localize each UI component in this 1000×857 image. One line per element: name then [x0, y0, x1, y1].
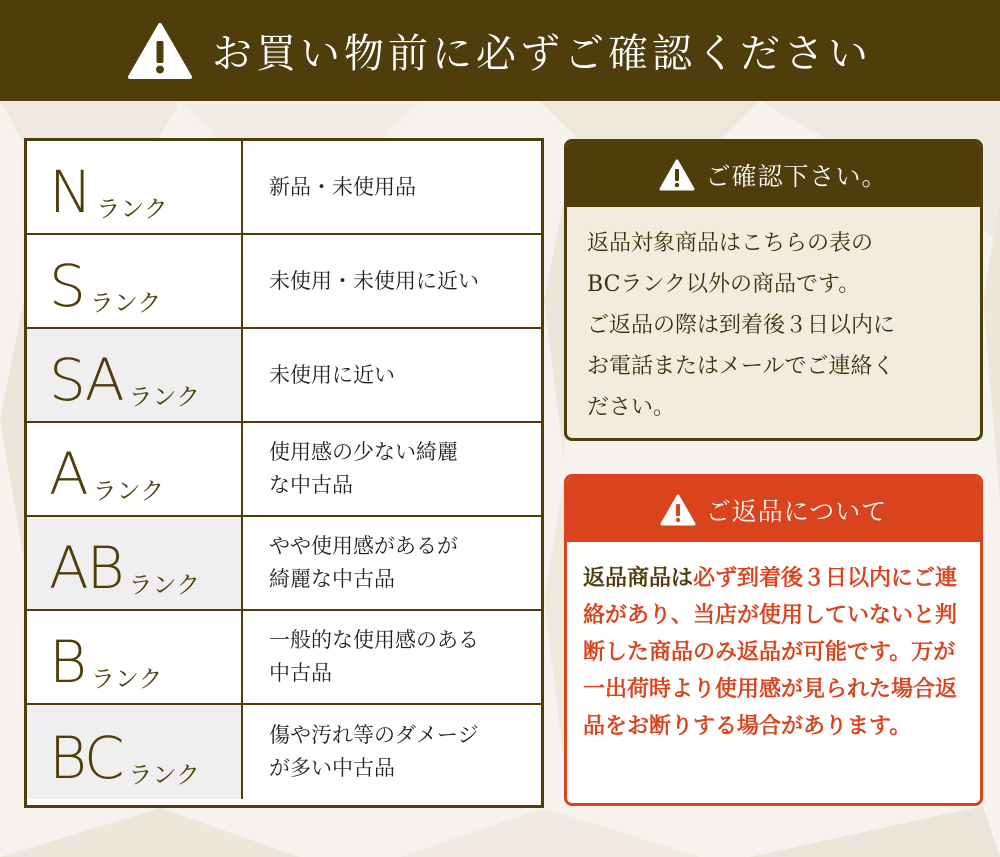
rank-table	[24, 138, 544, 808]
returns-notice-title: ご返品について	[705, 496, 888, 526]
rank-letter: B	[49, 628, 85, 696]
rank-row-bc	[27, 705, 541, 799]
rank-cell	[27, 611, 243, 703]
returns-notice-box	[564, 474, 983, 806]
rank-row-n	[27, 141, 541, 235]
rank-suffix: ランク	[128, 761, 200, 789]
rank-description: 一般的な使用感のある 中古品	[269, 628, 479, 685]
rank-cell	[27, 141, 243, 233]
rank-cell	[27, 705, 243, 799]
rank-description: 使用感の少ない綺麗 な中古品	[269, 440, 458, 497]
rank-row-a	[27, 423, 541, 517]
rank-cell	[27, 423, 243, 515]
page-header	[0, 0, 1000, 101]
rank-suffix: ランク	[96, 195, 168, 223]
rank-description: 未使用・未使用に近い	[269, 268, 479, 293]
returns-notice-lead: 返品商品は	[583, 565, 694, 591]
warning-icon	[128, 23, 192, 79]
rank-suffix: ランク	[90, 665, 163, 693]
rank-cell	[27, 329, 243, 421]
rank-letter: SA	[49, 346, 123, 414]
returns-notice-text	[567, 542, 980, 745]
rank-cell	[27, 235, 243, 327]
rank-description: 新品・未使用品	[269, 174, 416, 199]
rank-description: 未使用に近い	[269, 362, 395, 387]
confirm-notice-header	[567, 142, 980, 207]
rank-letter: A	[49, 440, 87, 508]
rank-letter: BC	[49, 724, 123, 792]
rank-row-sa	[27, 329, 541, 423]
rank-suffix: ランク	[128, 383, 201, 411]
rank-description: やや使用感があるが 綺麗な中古品	[269, 534, 458, 591]
rank-suffix: ランク	[92, 477, 165, 505]
warning-icon	[660, 494, 696, 526]
rank-letter: N	[49, 158, 91, 226]
rank-row-s	[27, 235, 541, 329]
rank-description: 傷や汚れ等のダメージ が多い中古品	[269, 723, 479, 780]
rank-suffix: ランク	[89, 289, 162, 317]
warning-icon	[659, 159, 695, 191]
returns-notice-rest: 必ず到着後３日以内にご連絡があり、当店が使用していないと判断した商品のみ返品が可能です。万が一出荷時より使用感が見られた場合返品をお断りする場合があります。	[583, 565, 958, 739]
returns-notice-header	[567, 477, 980, 542]
confirm-notice-box	[564, 139, 983, 441]
confirm-notice-text: 返品対象商品はこちらの表の BCランク以外の商品です。 ご返品の際は到着後３日以内に お電話またはメールでご連絡く ださい。	[587, 231, 896, 420]
rank-suffix: ランク	[128, 571, 201, 599]
rank-row-ab	[27, 517, 541, 611]
confirm-notice-title: ご確認下さい。	[705, 161, 888, 191]
rank-letter: S	[49, 252, 84, 320]
rank-cell	[27, 517, 243, 609]
rank-letter: AB	[49, 534, 123, 602]
page-title: お買い物前に必ずご確認ください	[212, 31, 872, 77]
rank-row-b	[27, 611, 541, 705]
